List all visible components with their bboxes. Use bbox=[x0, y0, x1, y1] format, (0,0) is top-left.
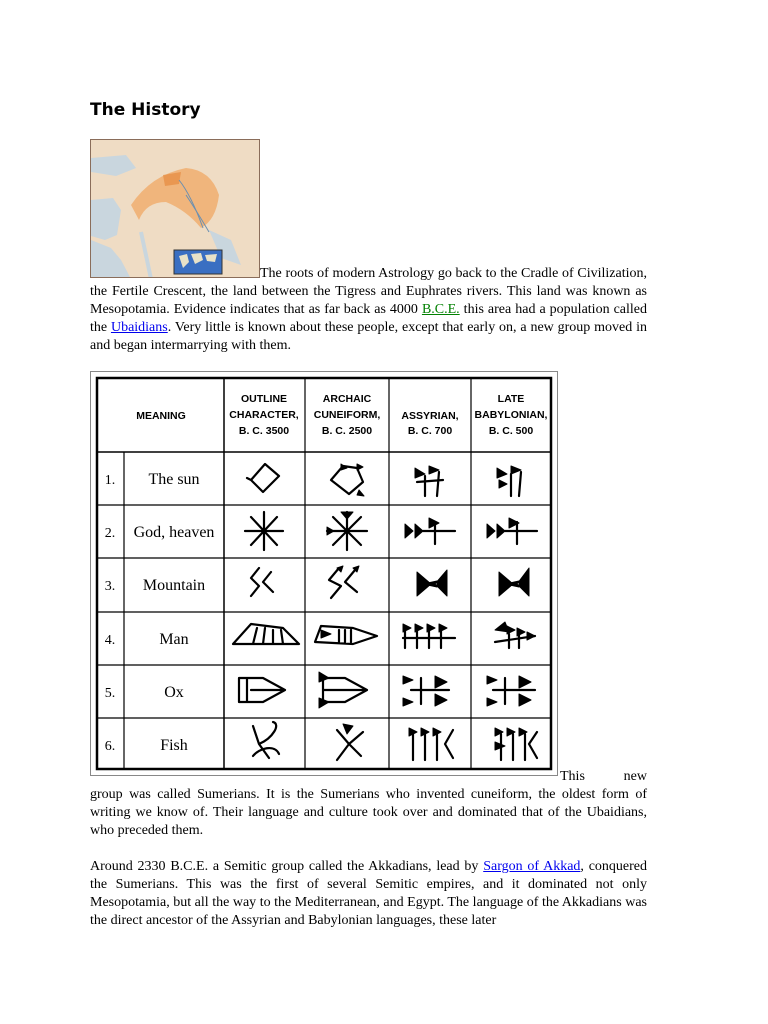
header-col3-line1: ASSYRIAN, bbox=[401, 410, 459, 422]
ox-assyrian-glyph bbox=[403, 676, 449, 706]
row-number: 5. bbox=[104, 686, 116, 701]
row-number: 6. bbox=[104, 739, 116, 754]
sargon-of-akkad-link[interactable]: Sargon of Akkad bbox=[483, 859, 581, 874]
bce-link[interactable]: B.C.E. bbox=[421, 302, 460, 317]
header-col1-line1: OUTLINE bbox=[240, 393, 288, 405]
god-outline-glyph bbox=[245, 512, 283, 550]
header-col4-line1: LATE bbox=[497, 393, 525, 405]
fish-archaic-glyph bbox=[337, 724, 363, 760]
row-meaning: Fish bbox=[160, 737, 188, 754]
header-col1-line2: CHARACTER, bbox=[229, 409, 299, 421]
ox-babylonian-glyph bbox=[487, 676, 535, 706]
row-meaning: Ox bbox=[164, 684, 184, 701]
god-assyrian-glyph bbox=[405, 518, 455, 544]
sun-archaic-glyph bbox=[331, 464, 364, 496]
mountain-archaic-glyph bbox=[329, 566, 359, 598]
sun-outline-glyph bbox=[247, 464, 279, 492]
mountain-babylonian-glyph bbox=[499, 568, 529, 596]
sun-assyrian-glyph bbox=[415, 466, 443, 496]
man-archaic-glyph bbox=[315, 626, 377, 644]
god-babylonian-glyph bbox=[487, 518, 537, 544]
mountain-outline-glyph bbox=[251, 568, 273, 596]
header-col4-line3: B. C. 500 bbox=[488, 425, 534, 437]
mountain-assyrian-glyph bbox=[417, 570, 447, 596]
header-col1-line3: B. C. 3500 bbox=[238, 425, 290, 437]
mesopotamia-map-image bbox=[90, 139, 260, 278]
para1-text-3: . Very little is known about these people, except that early on, a new group moved in and began intermarrying with them. bbox=[90, 320, 647, 353]
row-number: 1. bbox=[104, 473, 116, 488]
header-col2-line2: CUNEIFORM, bbox=[313, 409, 381, 421]
row-number: 2. bbox=[104, 526, 116, 541]
row-meaning: Man bbox=[159, 631, 189, 648]
page-heading: The History bbox=[90, 100, 201, 120]
row-meaning: The sun bbox=[148, 471, 200, 488]
para1-text-2: this area had a population called the bbox=[90, 302, 647, 335]
para1-text-1: The roots of modern Astrology go back to the Cradle of Civilization, the Fertile Crescent, the land between the Tigress and Euphrates rivers. This land was known as Mesopotamia. Evidence indicates that as far back as 4000 bbox=[90, 266, 647, 317]
cuneiform-table-image bbox=[90, 371, 558, 776]
header-col2-line1: ARCHAIC bbox=[322, 393, 372, 405]
fish-assyrian-glyph bbox=[409, 728, 453, 760]
fish-outline-glyph bbox=[253, 722, 279, 758]
man-babylonian-glyph bbox=[495, 622, 535, 648]
akkadians-paragraph bbox=[90, 858, 647, 930]
header-col2-line3: B. C. 2500 bbox=[321, 425, 373, 437]
man-assyrian-glyph bbox=[403, 624, 455, 648]
row-number: 4. bbox=[104, 633, 116, 648]
sun-babylonian-glyph bbox=[497, 466, 521, 496]
para3-text-2: , conquered the Sumerians. This was the first of several Semitic empires, and it dominated not only Mesopotamia, but all the way to the Mediterranean, and Egypt. The language of the Akkadians was the direct ancestor of the Assyrian and Babylonian languages, these later bbox=[90, 859, 648, 928]
header-col4-line2: BABYLONIAN, bbox=[474, 409, 548, 421]
row-meaning: God, heaven bbox=[133, 524, 215, 541]
row-meaning: Mountain bbox=[142, 577, 206, 594]
sumerians-paragraph: This new group was called Sumerians. It is the Sumerians who invented cuneiform, the oldest form of writing we know of. Their language and culture took over and dominated that of the Ubaidians, who preceded them. bbox=[90, 769, 647, 838]
ox-archaic-glyph bbox=[319, 672, 367, 708]
intro-paragraph bbox=[90, 265, 647, 355]
para3-text-1: Around 2330 B.C.E. a Semitic group called the Akkadians, lead by bbox=[90, 859, 484, 874]
ox-outline-glyph bbox=[239, 678, 285, 702]
ubaidians-link[interactable]: Ubaidians bbox=[110, 320, 168, 335]
god-archaic-glyph bbox=[327, 512, 367, 550]
man-outline-glyph bbox=[233, 624, 299, 644]
header-meaning: MEANING bbox=[136, 410, 186, 422]
header-col3-line2: B. C. 700 bbox=[407, 425, 453, 437]
fish-babylonian-glyph bbox=[495, 728, 537, 760]
row-number: 3. bbox=[104, 579, 116, 594]
